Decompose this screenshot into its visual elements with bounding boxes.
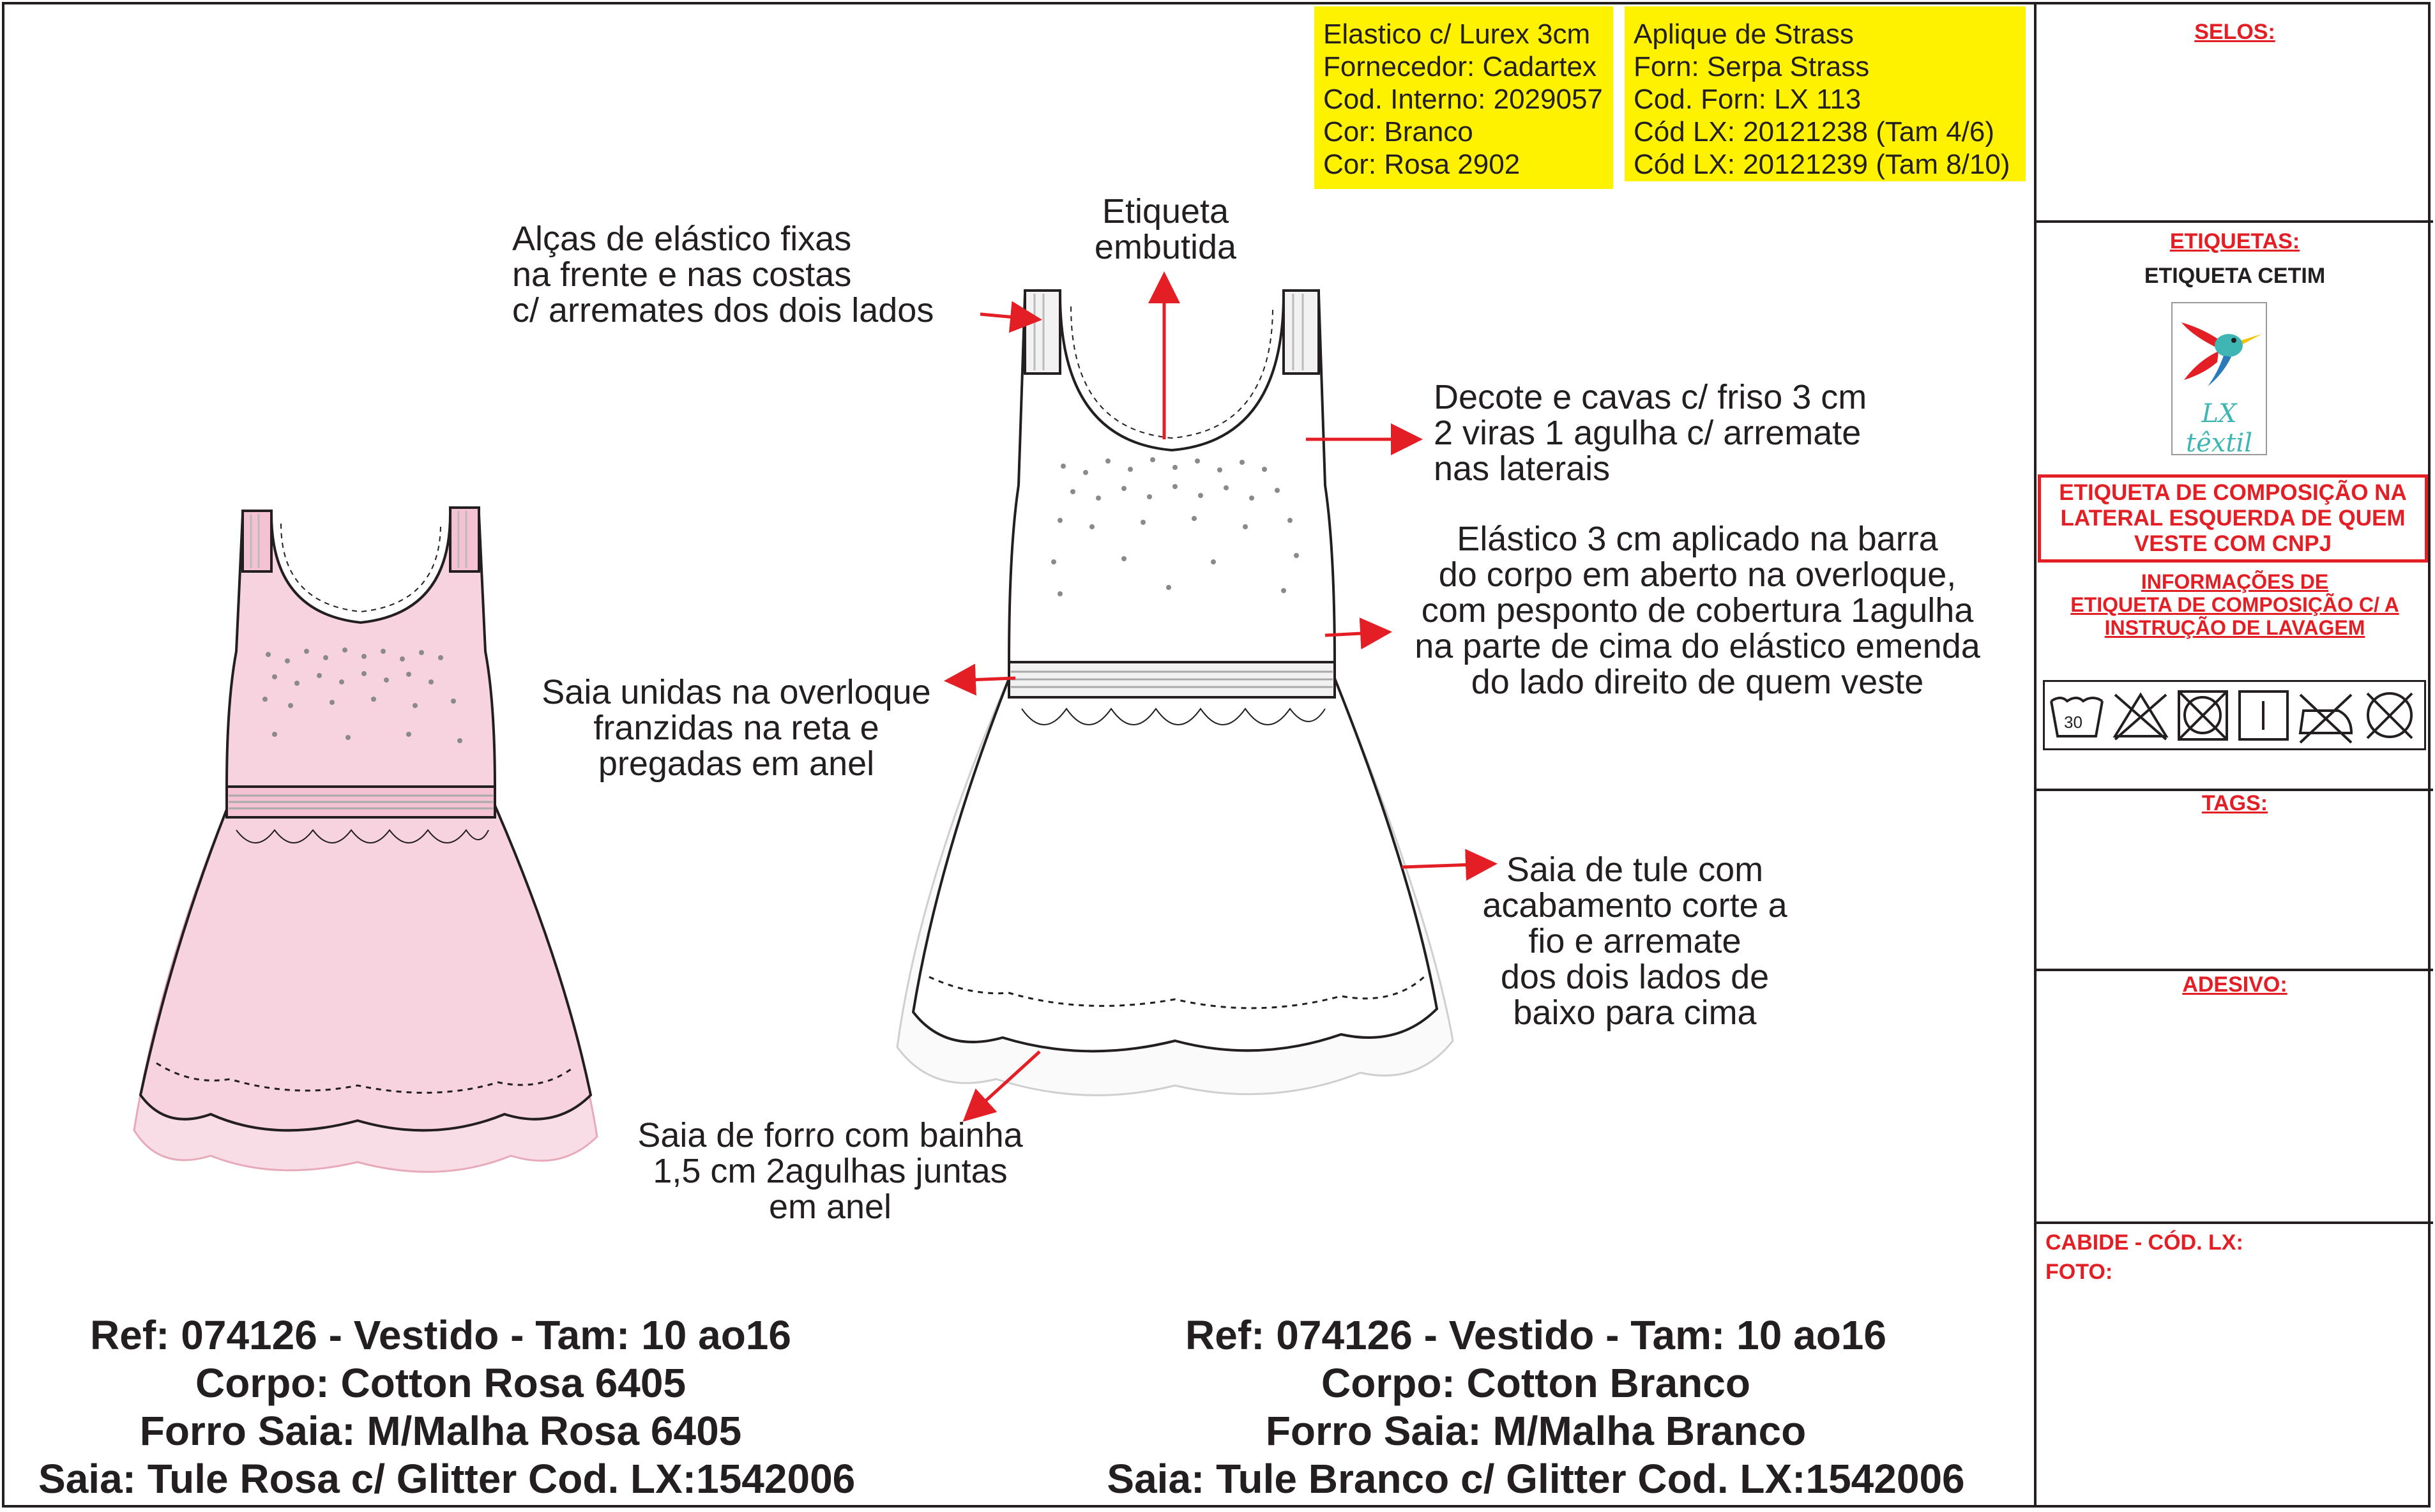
- composition-line: VESTE COM CNPJ: [2134, 531, 2332, 556]
- care-info-line: INSTRUÇÃO DE LAVAGEM: [2104, 616, 2365, 639]
- pink-strap-left: [243, 511, 271, 571]
- note-line: franzidas na reta e: [593, 709, 879, 747]
- strass-line: Aplique de Strass: [1634, 19, 1854, 50]
- care-info-heading: [2037, 570, 2433, 639]
- arrow-skirt-joined: [950, 678, 1015, 681]
- composition-label-box: [2038, 474, 2428, 563]
- care-symbols-box: [2043, 680, 2426, 750]
- note-line: dos dois lados de: [1500, 958, 1770, 996]
- divider: [2037, 220, 2433, 223]
- pink-strap-right: [450, 508, 479, 571]
- strass-line: Cód LX: 20121238 (Tam 4/6): [1634, 116, 1995, 147]
- svg-text:30: 30: [2064, 713, 2082, 732]
- white-strap-right: [1284, 291, 1319, 374]
- adesivo-heading: ADESIVO:: [2182, 972, 2287, 997]
- spec-line: Forro Saia: M/Malha Rosa 6405: [139, 1408, 742, 1454]
- skirt-joined-note: [522, 674, 950, 782]
- note-line: Saia unidas na overloque: [542, 673, 931, 711]
- note-line: nas laterais: [1434, 450, 1611, 488]
- etiqueta-cetim-label: ETIQUETA CETIM: [2144, 264, 2326, 288]
- etiquetas-heading: ETIQUETAS:: [2169, 229, 2300, 253]
- no-dry-clean-icon: [2367, 693, 2412, 738]
- note-line: Etiqueta: [1102, 192, 1229, 231]
- note-line: em anel: [768, 1188, 892, 1226]
- composition-line: ETIQUETA DE COMPOSIÇÃO NA: [2059, 480, 2407, 505]
- note-line: Alças de elástico fixas: [512, 220, 852, 258]
- selos-heading: SELOS:: [2194, 20, 2275, 44]
- note-line: do corpo em aberto na overloque,: [1438, 556, 1957, 594]
- note-line: Saia de forro com bainha: [637, 1116, 1023, 1154]
- elastic-band-note: [1389, 521, 2006, 700]
- note-line: na parte de cima do elástico emenda: [1415, 627, 1980, 665]
- care-info-line: INFORMAÇÕES DE: [2141, 570, 2329, 593]
- note-line: Decote e cavas c/ friso 3 cm: [1434, 378, 1867, 416]
- lining-skirt-note: [613, 1117, 1047, 1225]
- note-line: Elástico 3 cm aplicado na barra: [1457, 520, 1938, 558]
- note-line: embutida: [1094, 228, 1237, 266]
- note-line: na frente e nas costas: [512, 255, 852, 294]
- spec-line: Forro Saia: M/Malha Branco: [1265, 1408, 1807, 1454]
- elastic-line: Cod. Interno: 2029057: [1323, 84, 1603, 115]
- pink-dress: [134, 508, 597, 1172]
- note-line: fio e arremate: [1528, 922, 1741, 960]
- no-iron-icon: [2300, 695, 2351, 743]
- label-note: [1086, 193, 1245, 265]
- elastic-line: Cor: Branco: [1323, 116, 1473, 147]
- note-line: pregadas em anel: [598, 745, 875, 783]
- brand-label-card: [2171, 302, 2267, 458]
- strass-line: Cod. Forn: LX 113: [1634, 84, 1862, 115]
- hummingbird-icon: [2173, 303, 2266, 399]
- sidebar: [2034, 2, 2431, 1508]
- straps-note: [512, 221, 934, 328]
- tulle-skirt-note: [1450, 852, 1820, 1031]
- spec-line: Saia: Tule Rosa c/ Glitter Cod. LX:1542006: [38, 1456, 856, 1502]
- elastic-line: Elastico c/ Lurex 3cm: [1323, 19, 1591, 50]
- note-line: do lado direito de quem veste: [1471, 663, 1924, 701]
- note-line: c/ arremates dos dois lados: [512, 291, 934, 329]
- specs-white: [1086, 1312, 1986, 1503]
- spec-line: Ref: 074126 - Vestido - Tam: 10 ao16: [1185, 1312, 1886, 1358]
- note-line: acabamento corte a: [1482, 886, 1787, 925]
- spec-line: Saia: Tule Branco c/ Glitter Cod. LX:1542006: [1107, 1456, 1965, 1502]
- strass-line: Cód LX: 20121239 (Tam 8/10): [1634, 149, 2010, 180]
- neckline-note: [1434, 379, 1867, 487]
- elastic-line: Cor: Rosa 2902: [1323, 149, 1521, 180]
- no-bleach-icon: [2115, 695, 2166, 739]
- cabide-label: CABIDE - CÓD. LX:: [2045, 1230, 2243, 1255]
- strass-line: Forn: Serpa Strass: [1634, 51, 1870, 82]
- brand-name: LX têxtil: [2186, 399, 2252, 458]
- composition-line: LATERAL ESQUERDA DE QUEM: [2060, 506, 2406, 531]
- spec-line: Ref: 074126 - Vestido - Tam: 10 ao16: [90, 1312, 791, 1358]
- specs-pink: [38, 1312, 856, 1503]
- divider: [2037, 969, 2433, 971]
- elastic-line: Fornecedor: Cadartex: [1323, 51, 1597, 82]
- note-line: 2 viras 1 agulha c/ arremate: [1434, 414, 1862, 452]
- note-line: 1,5 cm 2agulhas juntas: [653, 1152, 1008, 1190]
- note-line: baixo para cima: [1513, 994, 1757, 1032]
- white-dress: [897, 291, 1453, 1095]
- no-tumble-dry-icon: [2179, 692, 2227, 739]
- care-info-line: ETIQUETA DE COMPOSIÇÃO C/ A: [2070, 593, 2399, 616]
- line-dry-icon: [2240, 692, 2287, 739]
- spec-line: Corpo: Cotton Rosa 6405: [195, 1360, 687, 1406]
- note-line: Saia de tule com: [1506, 850, 1764, 889]
- foto-label: FOTO:: [2045, 1260, 2113, 1284]
- care-symbols: [2045, 682, 2424, 748]
- note-line: com pesponto de cobertura 1agulha: [1421, 591, 1974, 630]
- wash-30-icon: [2051, 698, 2102, 736]
- tags-heading: TAGS:: [2201, 791, 2268, 815]
- spec-line: Corpo: Cotton Branco: [1321, 1360, 1750, 1406]
- divider: [2037, 1221, 2433, 1224]
